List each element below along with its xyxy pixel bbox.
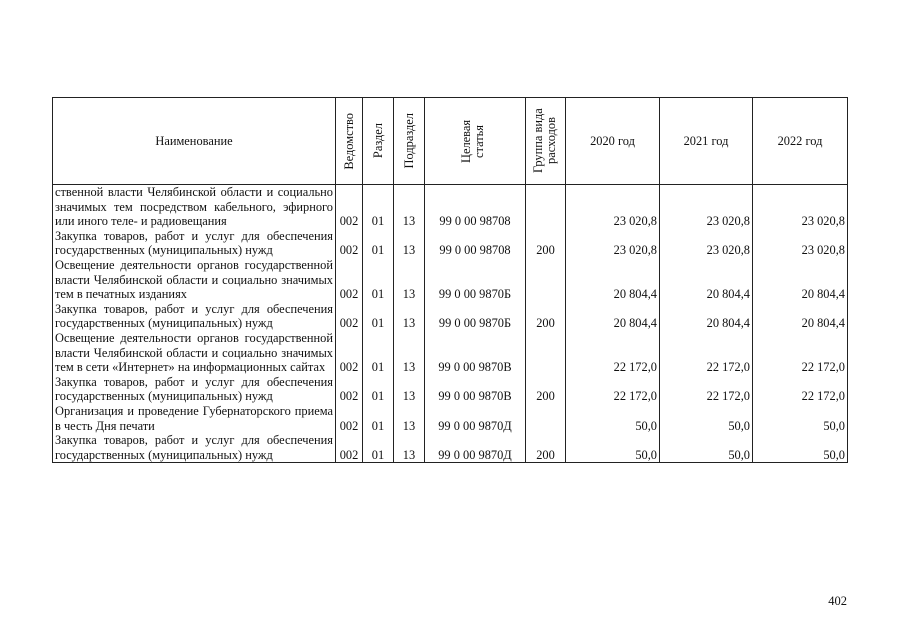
row-group xyxy=(526,404,566,433)
row-2020: 23 020,8 xyxy=(566,229,660,258)
row-2021: 22 172,0 xyxy=(660,331,753,375)
table-row xyxy=(53,331,848,375)
row-name: Освещение деятельности органов государственной власти Челябинской области и социально значимых тем в сети «Интернет» на информационных сайтах xyxy=(53,331,336,375)
table-row xyxy=(53,375,848,404)
row-2020: 20 804,4 xyxy=(566,302,660,331)
row-2021: 23 020,8 xyxy=(660,185,753,229)
header-2020: 2020 год xyxy=(566,98,660,185)
row-2022: 23 020,8 xyxy=(753,229,848,258)
row-2022: 50,0 xyxy=(753,404,848,433)
row-2020: 50,0 xyxy=(566,404,660,433)
row-ved: 002 xyxy=(336,258,363,302)
row-podrazdel: 13 xyxy=(394,375,425,404)
row-razdel: 01 xyxy=(363,404,394,433)
row-2020: 50,0 xyxy=(566,433,660,463)
row-podrazdel: 13 xyxy=(394,331,425,375)
row-2022: 23 020,8 xyxy=(753,185,848,229)
row-2022: 50,0 xyxy=(753,433,848,463)
table-row xyxy=(53,433,848,463)
row-target: 99 0 00 9870Д xyxy=(425,433,526,463)
row-2022: 20 804,4 xyxy=(753,258,848,302)
row-name: ственной власти Челябинской области и социально значимых тем посредством кабельного, эфирного или иного теле- и радиовещания xyxy=(53,185,336,229)
header-podrazdel xyxy=(394,98,425,185)
row-target: 99 0 00 9870В xyxy=(425,331,526,375)
row-razdel: 01 xyxy=(363,433,394,463)
row-2022: 22 172,0 xyxy=(753,331,848,375)
row-2021: 23 020,8 xyxy=(660,229,753,258)
header-vedomstvo-label: Ведомство xyxy=(341,112,356,170)
row-group: 200 xyxy=(526,433,566,463)
header-2021: 2021 год xyxy=(660,98,753,185)
row-2022: 22 172,0 xyxy=(753,375,848,404)
table-header xyxy=(53,98,848,185)
row-target: 99 0 00 9870В xyxy=(425,375,526,404)
header-razdel-label: Раздел xyxy=(370,123,385,159)
header-target-label: Целевая статья xyxy=(459,119,486,163)
row-razdel: 01 xyxy=(363,302,394,331)
row-target: 99 0 00 98708 xyxy=(425,229,526,258)
row-name: Закупка товаров, работ и услуг для обеспечения государственных (муниципальных) нужд xyxy=(53,229,336,258)
row-2020: 22 172,0 xyxy=(566,331,660,375)
row-ved: 002 xyxy=(336,229,363,258)
row-2021: 50,0 xyxy=(660,433,753,463)
row-podrazdel: 13 xyxy=(394,404,425,433)
header-group xyxy=(526,98,566,185)
header-vedomstvo xyxy=(336,98,363,185)
row-razdel: 01 xyxy=(363,185,394,229)
row-2020: 20 804,4 xyxy=(566,258,660,302)
header-group-label: Группа вида расходов xyxy=(530,108,558,174)
header-podrazdel-label: Подраздел xyxy=(401,113,416,169)
row-razdel: 01 xyxy=(363,331,394,375)
row-podrazdel: 13 xyxy=(394,258,425,302)
row-ved: 002 xyxy=(336,375,363,404)
row-target: 99 0 00 9870Б xyxy=(425,302,526,331)
row-target: 99 0 00 98708 xyxy=(425,185,526,229)
row-ved: 002 xyxy=(336,331,363,375)
row-name: Закупка товаров, работ и услуг для обеспечения государственных (муниципальных) нужд xyxy=(53,433,336,463)
row-2021: 50,0 xyxy=(660,404,753,433)
table-body xyxy=(53,185,848,463)
row-group: 200 xyxy=(526,375,566,404)
row-2021: 22 172,0 xyxy=(660,375,753,404)
table-row xyxy=(53,229,848,258)
header-2022: 2022 год xyxy=(753,98,848,185)
header-razdel xyxy=(363,98,394,185)
row-group: 200 xyxy=(526,302,566,331)
row-razdel: 01 xyxy=(363,258,394,302)
table-row xyxy=(53,258,848,302)
row-target: 99 0 00 9870Д xyxy=(425,404,526,433)
row-2021: 20 804,4 xyxy=(660,302,753,331)
row-name: Организация и проведение Губернаторского приема в честь Дня печати xyxy=(53,404,336,433)
row-target: 99 0 00 9870Б xyxy=(425,258,526,302)
row-group: 200 xyxy=(526,229,566,258)
row-group xyxy=(526,258,566,302)
row-podrazdel: 13 xyxy=(394,433,425,463)
row-ved: 002 xyxy=(336,185,363,229)
table-row xyxy=(53,302,848,331)
row-name: Закупка товаров, работ и услуг для обеспечения государственных (муниципальных) нужд xyxy=(53,375,336,404)
header-target xyxy=(425,98,526,185)
row-2020: 23 020,8 xyxy=(566,185,660,229)
budget-table xyxy=(52,97,848,463)
row-name: Освещение деятельности органов государственной власти Челябинской области и социально значимых тем в печатных изданиях xyxy=(53,258,336,302)
table-row xyxy=(53,185,848,229)
row-ved: 002 xyxy=(336,433,363,463)
row-razdel: 01 xyxy=(363,375,394,404)
row-2020: 22 172,0 xyxy=(566,375,660,404)
row-2022: 20 804,4 xyxy=(753,302,848,331)
row-group xyxy=(526,331,566,375)
header-name: Наименование xyxy=(53,98,336,185)
row-group xyxy=(526,185,566,229)
row-ved: 002 xyxy=(336,404,363,433)
row-razdel: 01 xyxy=(363,229,394,258)
row-podrazdel: 13 xyxy=(394,229,425,258)
row-name: Закупка товаров, работ и услуг для обеспечения государственных (муниципальных) нужд xyxy=(53,302,336,331)
row-podrazdel: 13 xyxy=(394,302,425,331)
row-ved: 002 xyxy=(336,302,363,331)
table-row xyxy=(53,404,848,433)
page-number: 402 xyxy=(828,594,847,608)
row-2021: 20 804,4 xyxy=(660,258,753,302)
row-podrazdel: 13 xyxy=(394,185,425,229)
